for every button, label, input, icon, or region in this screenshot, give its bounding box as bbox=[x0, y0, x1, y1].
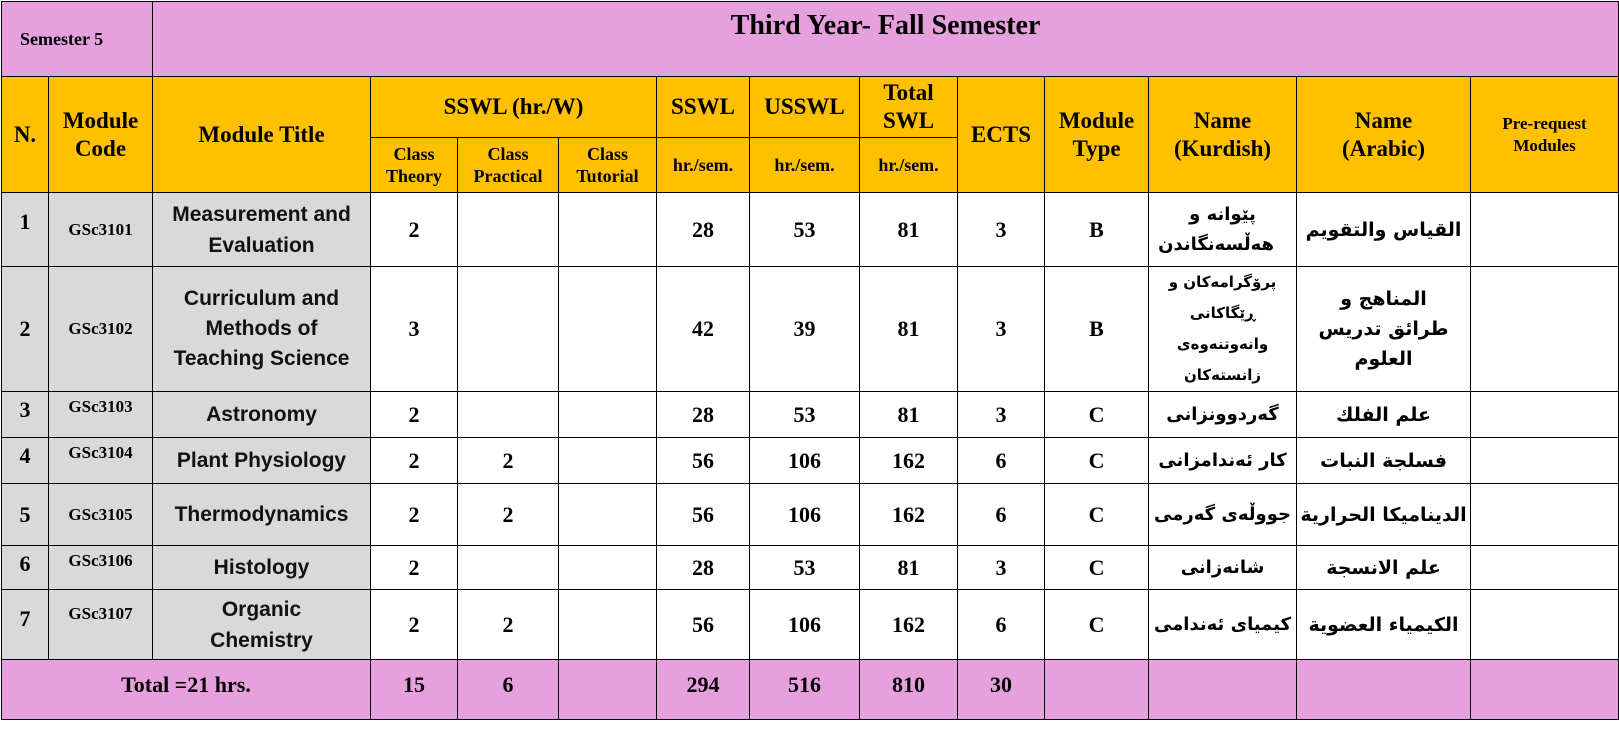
class-theory: 2 bbox=[371, 193, 458, 267]
module-type: C bbox=[1045, 438, 1149, 484]
name-arabic: القياس والتقويم bbox=[1297, 193, 1471, 267]
totals-sswl: 294 bbox=[657, 660, 750, 720]
total-swl-value: 162 bbox=[860, 484, 958, 546]
ects-value: 6 bbox=[958, 484, 1045, 546]
name-arabic: الكيمياء العضوية bbox=[1297, 590, 1471, 660]
module-title: Curriculum and Methods of Teaching Science bbox=[153, 267, 371, 392]
prerequest-modules bbox=[1471, 438, 1619, 484]
col-name-arabic-header: Name (Arabic) bbox=[1297, 77, 1471, 193]
class-tutorial bbox=[559, 193, 657, 267]
table-row bbox=[2, 267, 1619, 392]
col-name-kurdish-header: Name (Kurdish) bbox=[1149, 77, 1297, 193]
total-swl-value: 81 bbox=[860, 546, 958, 590]
col-n-header: N. bbox=[2, 77, 49, 193]
module-type: C bbox=[1045, 484, 1149, 546]
col-module-code-header: Module Code bbox=[49, 77, 153, 193]
module-code: GSc3104 bbox=[49, 438, 153, 484]
class-practical: 2 bbox=[458, 438, 559, 484]
row-number: 3 bbox=[2, 392, 49, 438]
totals-empty-type bbox=[1045, 660, 1149, 720]
module-type: B bbox=[1045, 193, 1149, 267]
sswl-value: 56 bbox=[657, 484, 750, 546]
page-title: Third Year- Fall Semester bbox=[153, 2, 1619, 77]
table-row bbox=[2, 484, 1619, 546]
class-theory: 2 bbox=[371, 546, 458, 590]
class-tutorial bbox=[559, 590, 657, 660]
module-title: Plant Physiology bbox=[153, 438, 371, 484]
usswl-value: 53 bbox=[750, 392, 860, 438]
row-number: 1 bbox=[2, 193, 49, 267]
row-number: 2 bbox=[2, 267, 49, 392]
col-total-swl-unit-header: hr./sem. bbox=[860, 138, 958, 193]
row-number: 5 bbox=[2, 484, 49, 546]
module-title: Astronomy bbox=[153, 392, 371, 438]
col-module-title-header: Module Title bbox=[153, 77, 371, 193]
total-swl-value: 162 bbox=[860, 438, 958, 484]
usswl-value: 106 bbox=[750, 484, 860, 546]
usswl-value: 106 bbox=[750, 438, 860, 484]
totals-empty-prereq bbox=[1471, 660, 1619, 720]
module-title: Thermodynamics bbox=[153, 484, 371, 546]
header-row-1 bbox=[2, 77, 1619, 138]
total-swl-value: 81 bbox=[860, 392, 958, 438]
totals-row bbox=[2, 660, 1619, 720]
prerequest-modules bbox=[1471, 267, 1619, 392]
class-tutorial bbox=[559, 267, 657, 392]
name-arabic: علم الفلك bbox=[1297, 392, 1471, 438]
row-number: 4 bbox=[2, 438, 49, 484]
semester-table-page bbox=[1, 1, 1618, 720]
class-practical: 2 bbox=[458, 484, 559, 546]
prerequest-modules bbox=[1471, 392, 1619, 438]
col-class-practical-header: Class Practical bbox=[458, 138, 559, 193]
module-title: Histology bbox=[153, 546, 371, 590]
col-sswl-unit-header: hr./sem. bbox=[657, 138, 750, 193]
col-usswl-header: USSWL bbox=[750, 77, 860, 138]
module-title: Measurement and Evaluation bbox=[153, 193, 371, 267]
name-arabic: علم الانسجة bbox=[1297, 546, 1471, 590]
ects-value: 3 bbox=[958, 392, 1045, 438]
usswl-value: 53 bbox=[750, 193, 860, 267]
table-row bbox=[2, 392, 1619, 438]
col-sswl-header: SSWL bbox=[657, 77, 750, 138]
totals-usswl: 516 bbox=[750, 660, 860, 720]
module-title: Organic Chemistry bbox=[153, 590, 371, 660]
ects-value: 3 bbox=[958, 193, 1045, 267]
class-theory: 2 bbox=[371, 590, 458, 660]
sswl-value: 56 bbox=[657, 438, 750, 484]
sswl-value: 28 bbox=[657, 546, 750, 590]
module-code: GSc3102 bbox=[49, 267, 153, 392]
name-kurdish: پێوانە و هەڵسەنگاندن bbox=[1149, 193, 1297, 267]
total-swl-value: 81 bbox=[860, 193, 958, 267]
sswl-value: 28 bbox=[657, 392, 750, 438]
usswl-value: 53 bbox=[750, 546, 860, 590]
class-theory: 2 bbox=[371, 438, 458, 484]
col-usswl-unit-header: hr./sem. bbox=[750, 138, 860, 193]
module-code: GSc3105 bbox=[49, 484, 153, 546]
prerequest-modules bbox=[1471, 590, 1619, 660]
col-class-theory-header: Class Theory bbox=[371, 138, 458, 193]
col-class-tutorial-header: Class Tutorial bbox=[559, 138, 657, 193]
name-kurdish: پرۆگرامەکان و ڕێگاکانی وانەوتنەوەی زانستەکان bbox=[1149, 267, 1297, 392]
class-tutorial bbox=[559, 438, 657, 484]
prerequest-modules bbox=[1471, 193, 1619, 267]
ects-value: 3 bbox=[958, 546, 1045, 590]
col-sswl-group-header: SSWL (hr./W) bbox=[371, 77, 657, 138]
totals-theory: 15 bbox=[371, 660, 458, 720]
col-prerequest-header: Pre-request Modules bbox=[1471, 77, 1619, 193]
name-kurdish: کیمیای ئەندامی bbox=[1149, 590, 1297, 660]
totals-total-swl: 810 bbox=[860, 660, 958, 720]
module-type: C bbox=[1045, 590, 1149, 660]
table-row bbox=[2, 546, 1619, 590]
ects-value: 3 bbox=[958, 267, 1045, 392]
class-practical bbox=[458, 546, 559, 590]
name-kurdish: شانەزانی bbox=[1149, 546, 1297, 590]
title-row bbox=[2, 2, 1619, 77]
row-number: 7 bbox=[2, 590, 49, 660]
name-arabic: الديناميكا الحرارية bbox=[1297, 484, 1471, 546]
name-arabic: فسلجة النبات bbox=[1297, 438, 1471, 484]
totals-empty-kurdish bbox=[1149, 660, 1297, 720]
table-row bbox=[2, 193, 1619, 267]
class-tutorial bbox=[559, 484, 657, 546]
total-swl-value: 162 bbox=[860, 590, 958, 660]
module-table bbox=[1, 1, 1619, 720]
totals-empty-arabic bbox=[1297, 660, 1471, 720]
class-tutorial bbox=[559, 392, 657, 438]
semester-label: Semester 5 bbox=[2, 2, 153, 77]
usswl-value: 106 bbox=[750, 590, 860, 660]
prerequest-modules bbox=[1471, 484, 1619, 546]
sswl-value: 42 bbox=[657, 267, 750, 392]
module-code: GSc3106 bbox=[49, 546, 153, 590]
ects-value: 6 bbox=[958, 590, 1045, 660]
total-swl-value: 81 bbox=[860, 267, 958, 392]
name-arabic: المناهج و طرائق تدريس العلوم bbox=[1297, 267, 1471, 392]
class-practical: 2 bbox=[458, 590, 559, 660]
totals-ects: 30 bbox=[958, 660, 1045, 720]
table-row bbox=[2, 438, 1619, 484]
name-kurdish: کار ئەندامزانی bbox=[1149, 438, 1297, 484]
module-code: GSc3107 bbox=[49, 590, 153, 660]
sswl-value: 56 bbox=[657, 590, 750, 660]
class-practical bbox=[458, 267, 559, 392]
module-code: GSc3101 bbox=[49, 193, 153, 267]
prerequest-modules bbox=[1471, 546, 1619, 590]
module-type: C bbox=[1045, 546, 1149, 590]
col-total-swl-header: Total SWL bbox=[860, 77, 958, 138]
col-module-type-header: Module Type bbox=[1045, 77, 1149, 193]
class-theory: 3 bbox=[371, 267, 458, 392]
totals-tutorial bbox=[559, 660, 657, 720]
class-tutorial bbox=[559, 546, 657, 590]
totals-label: Total =21 hrs. bbox=[2, 660, 371, 720]
usswl-value: 39 bbox=[750, 267, 860, 392]
sswl-value: 28 bbox=[657, 193, 750, 267]
module-code: GSc3103 bbox=[49, 392, 153, 438]
row-number: 6 bbox=[2, 546, 49, 590]
table-row bbox=[2, 590, 1619, 660]
totals-practical: 6 bbox=[458, 660, 559, 720]
class-theory: 2 bbox=[371, 484, 458, 546]
class-theory: 2 bbox=[371, 392, 458, 438]
module-type: C bbox=[1045, 392, 1149, 438]
class-practical bbox=[458, 193, 559, 267]
ects-value: 6 bbox=[958, 438, 1045, 484]
module-type: B bbox=[1045, 267, 1149, 392]
name-kurdish: جووڵەی گەرمی bbox=[1149, 484, 1297, 546]
col-ects-header: ECTS bbox=[958, 77, 1045, 193]
name-kurdish: گەردوونزانی bbox=[1149, 392, 1297, 438]
class-practical bbox=[458, 392, 559, 438]
